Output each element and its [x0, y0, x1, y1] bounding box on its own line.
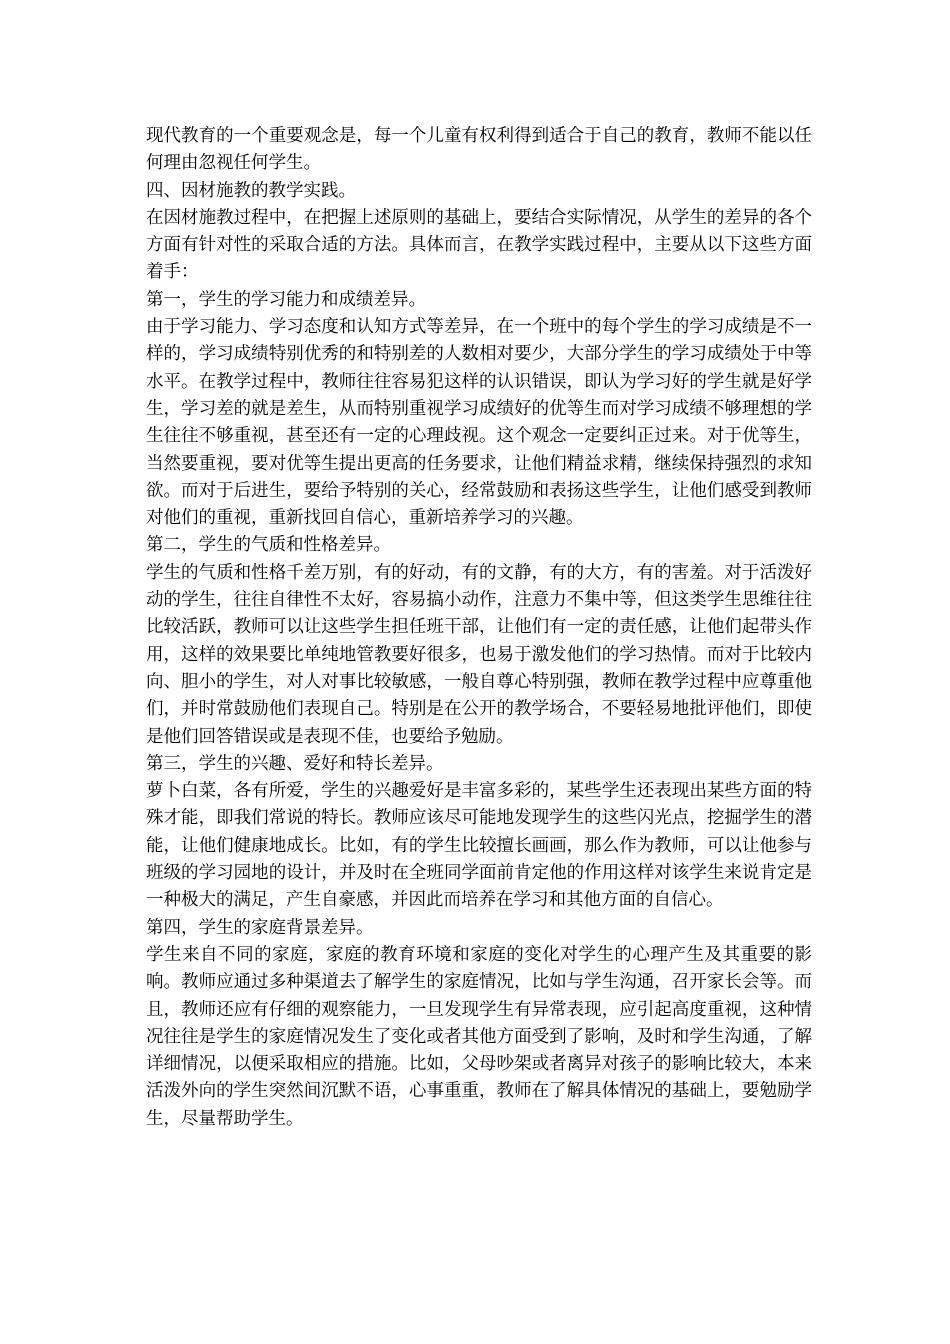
paragraph-intro-conclusion: 现代教育的一个重要观念是，每一个儿童有权利得到适合于自己的教育，教师不能以任何理由忽视任何学生。: [146, 126, 812, 174]
subheading-second: 第二，学生的气质和性格差异。: [146, 535, 391, 556]
subheading-first: 第一，学生的学习能力和成绩差异。: [146, 289, 426, 310]
paragraph-third: 萝卜白菜，各有所爱，学生的兴趣爱好是丰富多彩的，某些学生还表现出某些方面的特殊才能，即我们常说的特长。教师应该尽可能地发现学生的这些闪光点，挖掘学生的潜能，让他们健康地成长。比如，有的学生比较擅长画画，那么作为教师，可以让他参与班级的学习园地的设计，并及时在全班同学面前肯定他的作用这样对该学生来说肯定是一种极大的满足，产生自豪感，并因此而培养在学习和其他方面的自信心。: [146, 781, 812, 911]
paragraph-first: 由于学习能力、学习态度和认知方式等差异，在一个班中的每个学生的学习成绩是不一样的，学习成绩特别优秀的和特别差的人数相对要少，大部分学生的学习成绩处于中等水平。在教学过程中，教师往往容易犯这样的认识错误，即认为学习好的学生就是好学生，学习差的就是差生，从而特别重视学习成绩好的优等生而对学习成绩不够理想的学生往往不够重视，甚至还有一定的心理歧视。这个观念一定要纠正过来。对于优等生，当然要重视，要对优等生提出更高的任务要求，让他们精益求精，继续保持强烈的求知欲。而对于后进生，要给予特别的关心，经常鼓励和表扬这些学生，让他们感受到教师对他们的重视，重新找回自信心，重新培养学习的兴趣。: [146, 317, 812, 529]
paragraph-second: 学生的气质和性格千差万别，有的好动，有的文静，有的大方，有的害羞。对于活泼好动的学生，往往自律性不太好，容易搞小动作，注意力不集中等，但这类学生思维往往比较活跃，教师可以让这些学生担任班干部，让他们有一定的责任感，让他们起带头作用，这样的效果要比单纯地管教要好很多，也易于激发他们的学习热情。而对于比较内向、胆小的学生，对人对事比较敏感，一般自尊心特别强，教师在教学过程中应尊重他们，并时常鼓励他们表现自己。特别是在公开的教学场合，不要轻易地批评他们，即使是他们回答错误或是表现不佳，也要给予勉励。: [146, 562, 812, 747]
subheading-fourth: 第四，学生的家庭背景差异。: [146, 917, 374, 938]
document-page: [146, 123, 812, 1133]
paragraph-fourth: 学生来自不同的家庭，家庭的教育环境和家庭的变化对学生的心理产生及其重要的影响。教师应通过多种渠道去了解学生的家庭情况，比如与学生沟通，召开家长会等。而且，教师还应有仔细的观察能力，一旦发现学生有异常表现，应引起高度重视，这种情况往往是学生的家庭情况发生了变化或者其他方面受到了影响，及时和学生沟通，了解详细情况，以便采取相应的措施。比如，父母吵架或者离异对孩子的影响比较大，本来活泼外向的学生突然间沉默不语，心事重重，教师在了解具体情况的基础上，要勉励学生，尽量帮助学生。: [146, 944, 812, 1129]
paragraph-practice-intro: 在因材施教过程中，在把握上述原则的基础上，要结合实际情况，从学生的差异的各个方面有针对性的采取合适的方法。具体而言，在教学实践过程中，主要从以下这些方面着手：: [146, 207, 812, 283]
subheading-third: 第三，学生的兴趣、爱好和特长差异。: [146, 753, 444, 774]
section-heading-4: 四、因材施教的教学实践。: [146, 180, 356, 201]
